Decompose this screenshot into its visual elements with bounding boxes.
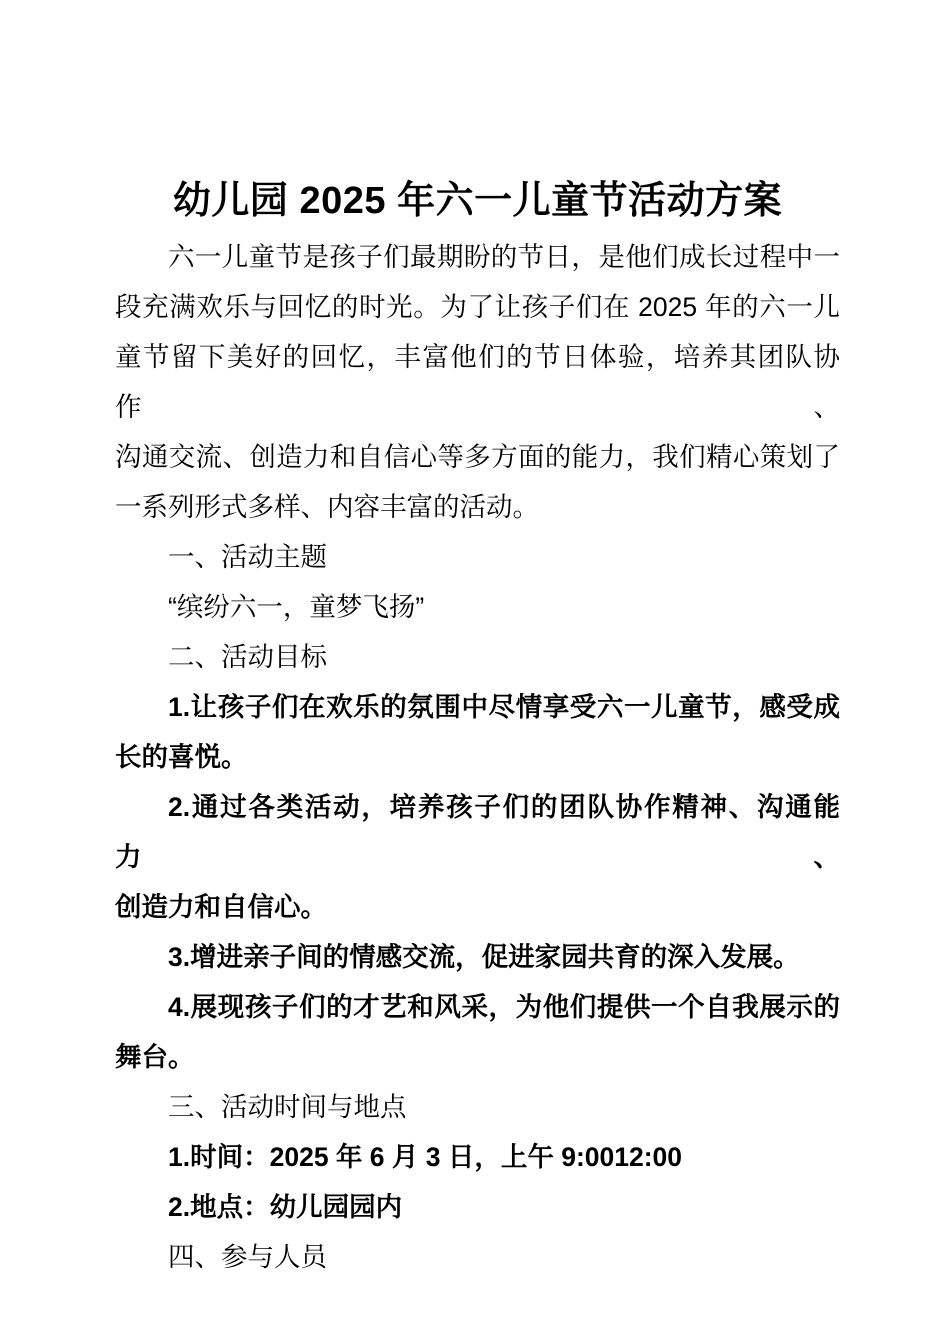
intro-line: 沟通交流、创造力和自信心等多方面的能力，我们精心策划了 [115,442,840,472]
intro-line: 六一儿童节是孩子们最期盼的节日，是他们成长过程中一 [168,242,840,272]
intro-line: 段充满欢乐与回忆的时光。为了让孩子们在 2025 年的六一儿 [115,292,840,322]
goal-line: 4.展现孩子们的才艺和风采，为他们提供一个自我展示的 [168,992,840,1022]
goal-line: 2.通过各类活动，培养孩子们的团队协作精神、沟通能力、 [115,792,840,872]
time-line: 1.时间：2025 年 6 月 3 日，上午 9:0012:00 [168,1142,683,1172]
goal-line: 创造力和自信心。 [115,892,327,922]
document-title: 幼儿园 2025 年六一儿童节活动方案 [172,180,783,222]
theme-quote: “缤纷六一，童梦飞扬” [168,592,425,622]
heading-goals: 二、活动目标 [168,642,327,672]
intro-line: 童节留下美好的回忆，丰富他们的节日体验，培养其团队协作、 [115,342,840,422]
goal-line: 3.增进亲子间的情感交流，促进家园共育的深入发展。 [168,942,800,972]
intro-line: 一系列形式多样、内容丰富的活动。 [115,492,539,522]
heading-participants: 四、参与人员 [168,1242,327,1272]
goal-line: 舞台。 [115,1042,195,1072]
goal-line: 长的喜悦。 [115,742,248,772]
heading-time-place: 三、活动时间与地点 [168,1092,407,1122]
place-line: 2.地点：幼儿园园内 [168,1192,403,1222]
goal-line: 1.让孩子们在欢乐的氛围中尽情享受六一儿童节，感受成 [168,692,840,722]
heading-theme: 一、活动主题 [168,542,327,572]
